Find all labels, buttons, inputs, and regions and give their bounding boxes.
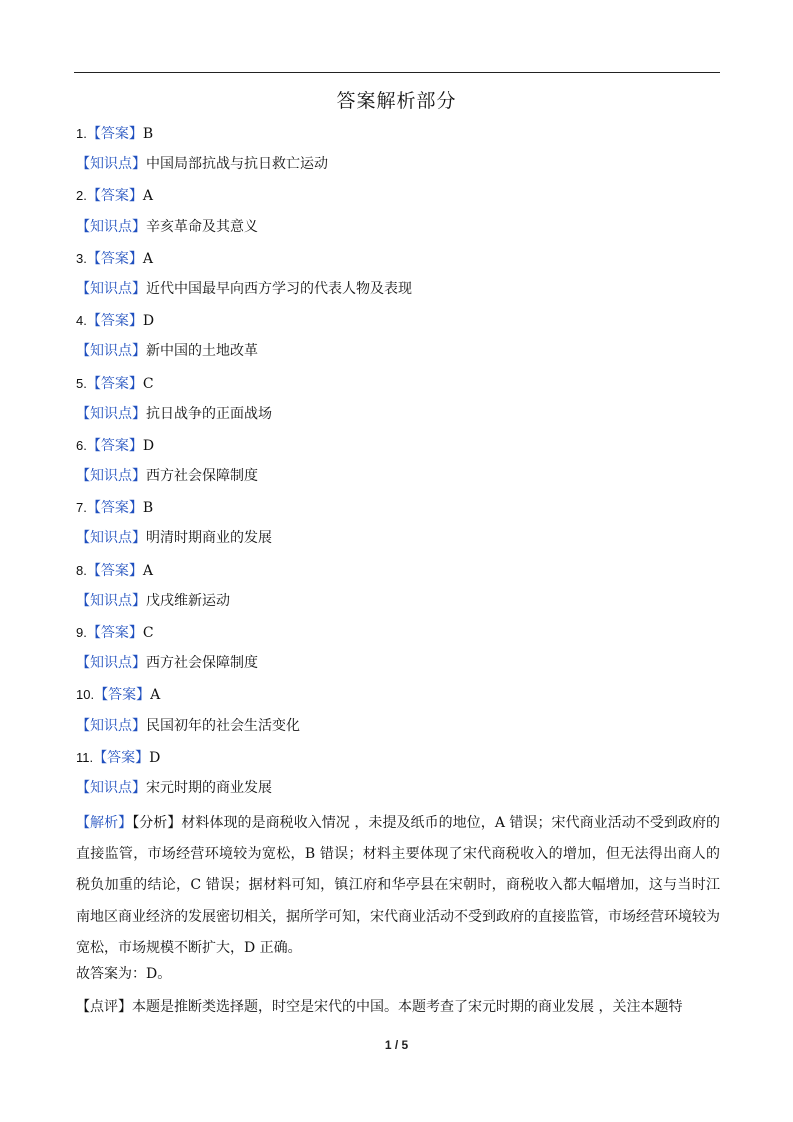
knowledge-row [76, 777, 726, 808]
knowledge-text: 宋元时期的商业发展 [146, 779, 272, 796]
answer-label: 【答案】 [86, 625, 143, 641]
question-number: 3. [76, 250, 87, 266]
knowledge-label: 【知识点】 [76, 779, 146, 796]
page-title: 答案解析部分 [336, 90, 457, 112]
knowledge-row [76, 715, 726, 746]
answer-row [76, 496, 726, 527]
answer-value: D [142, 313, 155, 330]
question-number: 11. [76, 749, 94, 765]
knowledge-label: 【知识点】 [76, 343, 146, 360]
answer-value: A [150, 687, 161, 704]
knowledge-row [76, 590, 726, 621]
answer-label: 【答案】 [94, 687, 151, 704]
knowledge-text: 近代中国最早向西方学习的代表人物及表现 [146, 280, 412, 297]
knowledge-label: 【知识点】 [76, 530, 146, 547]
knowledge-text: 辛亥革命及其意义 [146, 218, 258, 235]
knowledge-row [76, 403, 726, 434]
knowledge-text: 西方社会保障制度 [146, 655, 258, 672]
comment-paragraph [76, 996, 726, 1019]
answer-row [76, 122, 726, 153]
question-number: 2. [76, 188, 87, 204]
answer-row [76, 434, 726, 465]
answer-label: 【答案】 [86, 188, 143, 205]
question-number: 8. [76, 562, 87, 578]
analysis-paragraph [76, 808, 720, 964]
knowledge-label: 【知识点】 [76, 405, 146, 422]
answer-row [76, 683, 726, 714]
answer-value: A [142, 188, 153, 205]
answer-label: 【答案】 [86, 562, 143, 579]
answer-label: 【答案】 [86, 375, 143, 392]
answer-row [76, 621, 726, 652]
knowledge-label: 【知识点】 [76, 218, 146, 235]
answer-value: A [142, 250, 153, 267]
answer-label: 【答案】 [86, 437, 143, 454]
knowledge-text: 民国初年的社会生活变化 [146, 717, 300, 734]
header-rule [74, 72, 720, 73]
question-number: 4. [76, 313, 87, 329]
knowledge-label: 【知识点】 [76, 655, 146, 672]
answer-label: 【答案】 [86, 313, 143, 330]
question-number: 6. [76, 437, 87, 453]
knowledge-text: 中国局部抗战与抗日救亡运动 [146, 156, 328, 173]
comment-label: 【点评】 [76, 999, 132, 1015]
knowledge-text: 西方社会保障制度 [146, 468, 258, 485]
knowledge-row [76, 465, 726, 496]
answer-row [76, 746, 726, 777]
conclusion-text: 故答案为：D。 [76, 966, 172, 982]
knowledge-row [76, 216, 726, 247]
analysis-label: 【解析】 [76, 815, 133, 831]
comment-text: 本题是推断类选择题，时空是宋代的中国。本题考查了宋元时期的商业发展 ，关注本题特 [132, 999, 683, 1015]
page-number: 1 / 5 [384, 1038, 409, 1052]
knowledge-label: 【知识点】 [76, 280, 146, 297]
knowledge-row [76, 153, 726, 184]
answer-value: B [142, 500, 154, 517]
knowledge-text: 新中国的土地改革 [146, 343, 258, 360]
answer-row [76, 247, 726, 278]
answer-value: C [142, 375, 154, 392]
knowledge-text: 明清时期商业的发展 [146, 530, 272, 547]
fenxi-label: 【分析】 [132, 815, 182, 831]
answer-label: 【答案】 [86, 126, 143, 142]
answer-value: D [142, 437, 155, 454]
question-number: 7. [76, 500, 87, 516]
answer-value: B [142, 126, 154, 142]
analysis-text: 材料体现的是商税收入情况 ，未提及纸币的地位，A 错误；宋代商业活动不受到政府的直接监管，市场经营环境较为宽松，B 错误；材料主要体现了宋代商税收入的增加，但无法得出商人的税负加重的结论，C 错误；据材料可知，镇江府和华亭县在宋朝时，商税收入都大幅增加，这与当时江南地区商业经济的发展密切相关，据所学可知，宋代商业活动不受到政府的直接监管，市场经营环境较为宽松，市场规模不断扩大，D 正确。 [76, 815, 721, 956]
answer-value: C [142, 625, 154, 641]
question-number: 10. [76, 687, 95, 703]
knowledge-row [76, 278, 726, 309]
answer-value: A [142, 562, 153, 579]
knowledge-text: 抗日战争的正面战场 [146, 405, 272, 422]
knowledge-label: 【知识点】 [76, 592, 146, 609]
answer-list [76, 122, 726, 808]
question-number: 1. [76, 126, 87, 141]
answer-label: 【答案】 [86, 250, 143, 267]
knowledge-label: 【知识点】 [76, 156, 146, 173]
knowledge-text: 戊戌维新运动 [146, 592, 230, 609]
knowledge-row [76, 340, 726, 371]
answer-value: D [149, 749, 161, 766]
knowledge-label: 【知识点】 [76, 468, 146, 485]
answer-row [76, 559, 726, 590]
answer-row [76, 372, 726, 403]
knowledge-row [76, 527, 726, 558]
question-number: 5. [76, 375, 87, 391]
answer-label: 【答案】 [86, 500, 143, 517]
answer-row [76, 184, 726, 215]
answer-row [76, 309, 726, 340]
knowledge-row [76, 652, 726, 683]
answer-label: 【答案】 [93, 749, 150, 766]
knowledge-label: 【知识点】 [76, 717, 146, 734]
question-number: 9. [76, 625, 87, 640]
